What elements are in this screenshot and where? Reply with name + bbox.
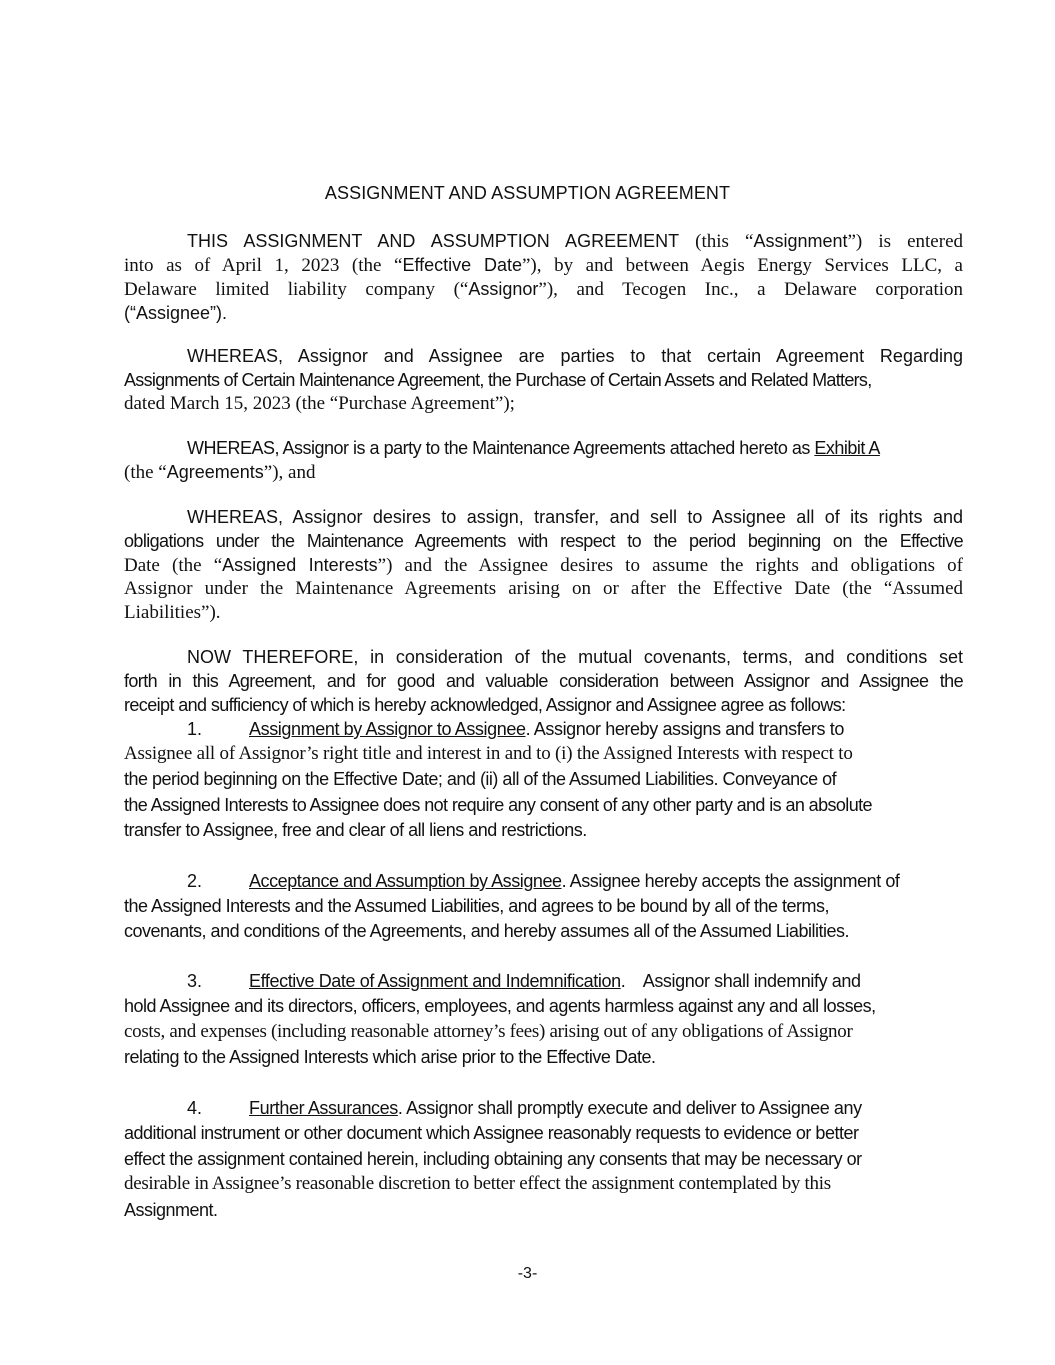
section-4-first-line: Further Assurances. Assignor shall promptly execute and deliver to Assignee any: [249, 1098, 862, 1118]
document-title: ASSIGNMENT AND ASSUMPTION AGREEMENT: [324, 183, 731, 203]
section-number: 1.: [187, 719, 203, 739]
whereas2-line-1: WHEREAS, Assignor is a party to the Maintenance Agreements attached hereto as Exhibit A: [187, 438, 880, 458]
section-1-first-line: Assignment by Assignor to Assignee. Assignor hereby assigns and transfers to: [249, 719, 844, 739]
section-2-line: the Assigned Interests and the Assumed Liabilities, and agrees to be bound by all of the terms,: [124, 896, 829, 916]
section-1-line: the Assigned Interests to Assignee does not require any consent of any other party and is an absolute: [124, 795, 872, 815]
whereas1-line-3: dated March 15, 2023 (the “Purchase Agreement”);: [124, 393, 515, 414]
whereas2-line-2: (the “Agreements”), and: [124, 462, 316, 483]
section-number: 2.: [187, 871, 203, 891]
section-4-line: effect the assignment contained herein, including obtaining any consents that may be necessary or: [124, 1149, 862, 1169]
whereas3-line-3: Date (the “Assigned Interests”) and the Assignee desires to assume the rights and obligations of: [124, 555, 963, 576]
now-therefore-line-3: receipt and sufficiency of which is hereby acknowledged, Assignor and Assignee agree as follows:: [124, 695, 846, 715]
section-heading: Effective Date of Assignment and Indemnification: [249, 971, 621, 991]
section-heading: Assignment by Assignor to Assignee: [249, 719, 526, 739]
section-1-line: the period beginning on the Effective Date; and (ii) all of the Assumed Liabilities. Conveyance of: [124, 769, 837, 789]
now-therefore-line-1: NOW THEREFORE, in consideration of the mutual covenants, terms, and conditions set: [187, 647, 963, 667]
whereas3-line-4: Assignor under the Maintenance Agreements arising on or after the Effective Date (the “Assumed: [124, 578, 963, 599]
section-4-line: desirable in Assignee’s reasonable discretion to better effect the assignment contemplated by this: [124, 1173, 831, 1194]
preamble-line-4: (“Assignee”).: [124, 303, 228, 323]
section-2-first-line: Acceptance and Assumption by Assignee. Assignee hereby accepts the assignment of: [249, 871, 900, 891]
section-3-line: costs, and expenses (including reasonable attorney’s fees) arising out of any obligations of Assignor: [124, 1021, 853, 1042]
whereas3-line-2: obligations under the Maintenance Agreements with respect to the period beginning on the Effective: [124, 531, 963, 551]
section-3-first-line: Effective Date of Assignment and Indemnification. Assignor shall indemnify and: [249, 971, 861, 991]
whereas1-line-1: WHEREAS, Assignor and Assignee are parties to that certain Agreement Regarding: [187, 346, 963, 366]
whereas3-line-5: Liabilities”).: [124, 602, 221, 623]
section-2-line: covenants, and conditions of the Agreements, and hereby assumes all of the Assumed Liabilities.: [124, 921, 849, 941]
whereas1-line-2: Assignments of Certain Maintenance Agreement, the Purchase of Certain Assets and Related Matters,: [124, 370, 872, 390]
section-4-line: Assignment.: [124, 1200, 218, 1220]
section-4-line: additional instrument or other document which Assignee reasonably requests to evidence or better: [124, 1123, 859, 1143]
section-3-line: relating to the Assigned Interests which arise prior to the Effective Date.: [124, 1047, 656, 1067]
section-number: 4.: [187, 1098, 203, 1118]
preamble-line-1: THIS ASSIGNMENT AND ASSUMPTION AGREEMENT (this “Assignment”) is entered: [187, 231, 963, 252]
preamble-line-3: Delaware limited liability company (“Assignor”), and Tecogen Inc., a Delaware corporation: [124, 279, 964, 300]
whereas3-line-1: WHEREAS, Assignor desires to assign, transfer, and sell to Assignee all of its rights and: [187, 507, 963, 527]
section-1-line: transfer to Assignee, free and clear of all liens and restrictions.: [124, 820, 587, 840]
section-3-line: hold Assignee and its directors, officers, employees, and agents harmless against any and all losses,: [124, 996, 876, 1016]
section-number: 3.: [187, 971, 203, 991]
now-therefore-line-2: forth in this Agreement, and for good and valuable consideration between Assignor and Assignee the: [124, 671, 963, 691]
preamble-line-2: into as of April 1, 2023 (the “Effective Date”), by and between Aegis Energy Services LLC, a: [124, 255, 963, 276]
section-heading: Further Assurances: [249, 1098, 398, 1118]
section-heading: Acceptance and Assumption by Assignee: [249, 871, 562, 891]
page-number: -3-: [517, 1265, 538, 1282]
exhibit-a-link[interactable]: Exhibit A: [814, 438, 880, 458]
section-1-line: Assignee all of Assignor’s right title and interest in and to (i) the Assigned Interests with respect to: [124, 743, 853, 764]
